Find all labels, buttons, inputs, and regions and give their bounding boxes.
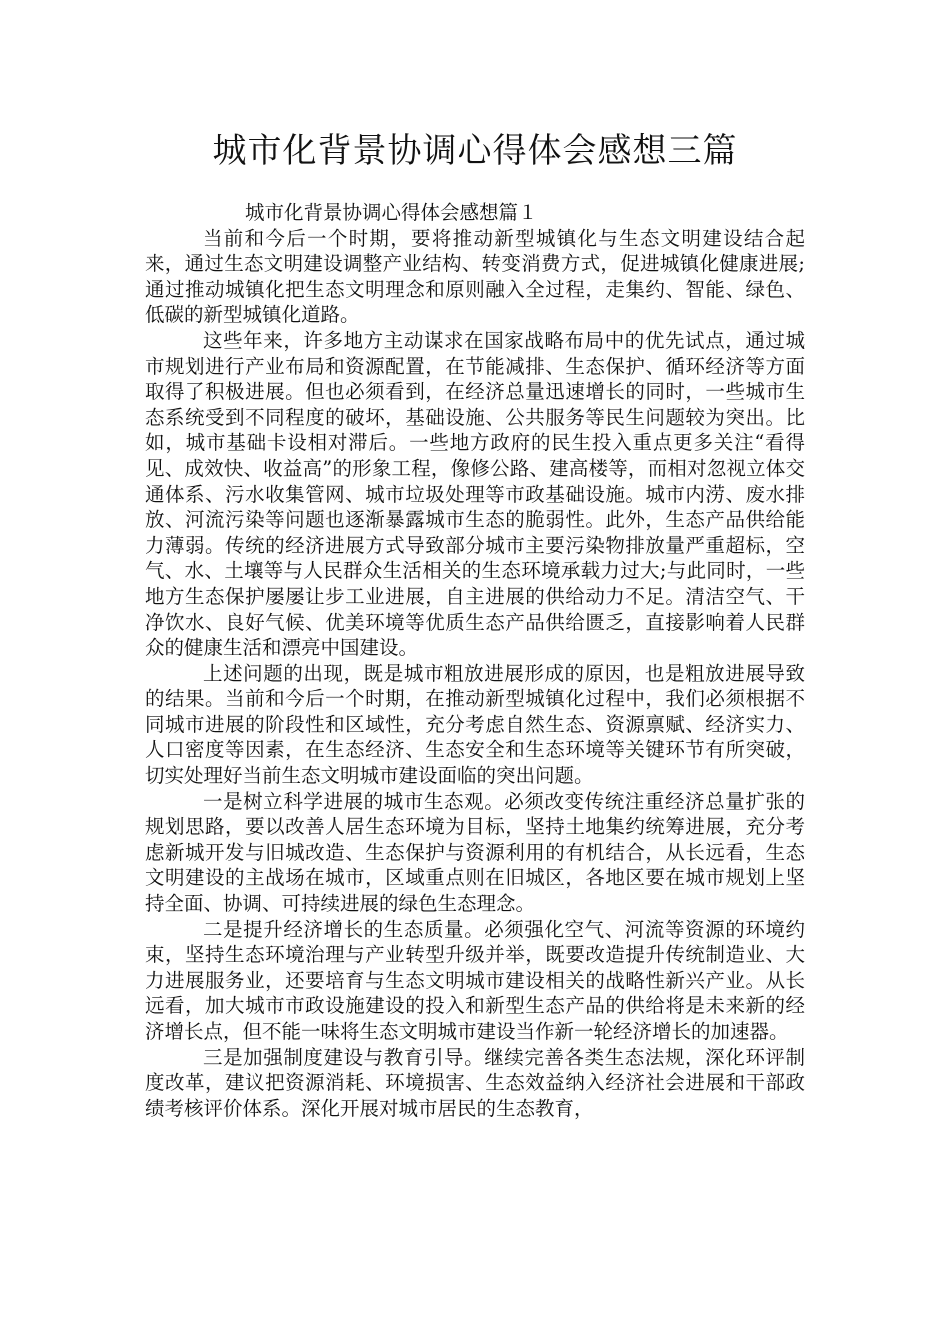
section-heading: 城市化背景协调心得体会感想篇１ bbox=[245, 201, 538, 224]
paragraph-6: 三是加强制度建设与教育引导。继续完善各类生态法规，深化环评制度改革，建议把资源消耗、环境损害、生态效益纳入经济社会进展和干部政绩考核评价体系。深化开展对城市居民的生态教育， bbox=[145, 1045, 805, 1120]
document-title: 城市化背景协调心得体会感想三篇 bbox=[212, 131, 738, 171]
paragraph-2: 这些年来，许多地方主动谋求在国家战略布局中的优先试点，通过城市规划进行产业布局和资源配置，在节能减排、生态保护、循环经济等方面取得了积极进展。但也必须看到，在经济总量迅速增长的同时，一些城市生态系统受到不同程度的破坏，基础设施、公共服务等民生问题较为突出。比如，城市基础卡设相对滞后。一些地方政府的民生投入重点更多关注“看得见、成效快、收益高”的形象工程，像修公路、建高楼等，而相对忽视立体交通体系、污水收集管网、城市垃圾处理等市政基础设施。城市内涝、废水排放、河流污染等问题也逐渐暴露城市生态的脆弱性。此外，生态产品供给能力薄弱。传统的经济进展方式导致部分城市主要污染物排放量严重超标，空气、水、土壤等与人民群众生活相关的生态环境承载力过大;与此同时，一些地方生态保护屡屡让步工业进展，自主进展的供给动力不足。清洁空气、干净饮水、良好气候、优美环境等优质生态产品供给匮乏，直接影响着人民群众的健康生活和漂亮中国建设。 bbox=[145, 328, 805, 660]
paragraph-3: 上述问题的出现，既是城市粗放进展形成的原因，也是粗放进展导致的结果。当前和今后一个时期，在推动新型城镇化过程中，我们必须根据不同城市进展的阶段性和区域性，充分考虑自然生态、资源禀赋、经济实力、人口密度等因素，在生态经济、生态安全和生态环境等关键环节有所突破，切实处理好当前生态文明城市建设面临的突出问题。 bbox=[145, 661, 805, 788]
paragraph-5: 二是提升经济增长的生态质量。必须强化空气、河流等资源的环境约束，坚持生态环境治理与产业转型升级并举，既要改造提升传统制造业、大力进展服务业，还要培育与生态文明城市建设相关的战略性新兴产业。从长远看，加大城市市政设施建设的投入和新型生态产品的供给将是未来新的经济增长点，但不能一味将生态文明城市建设当作新一轮经济增长的加速器。 bbox=[145, 917, 805, 1043]
paragraph-4: 一是树立科学进展的城市生态观。必须改变传统注重经济总量扩张的规划思路，要以改善人居生态环境为目标，坚持土地集约统筹进展，充分考虑新城开发与旧城改造、生态保护与资源利用的有机结合，从长远看，生态文明建设的主战场在城市，区域重点则在旧城区，各地区要在城市规划上坚持全面、协调、可持续进展的绿色生态理念。 bbox=[145, 789, 805, 916]
document-body bbox=[145, 200, 805, 1121]
paragraph-1: 当前和今后一个时期，要将推动新型城镇化与生态文明建设结合起来，通过生态文明建设调整产业结构、转变消费方式，促进城镇化健康进展;通过推动城镇化把生态文明理念和原则融入全过程，走集约、智能、绿色、低碳的新型城镇化道路。 bbox=[145, 226, 805, 327]
